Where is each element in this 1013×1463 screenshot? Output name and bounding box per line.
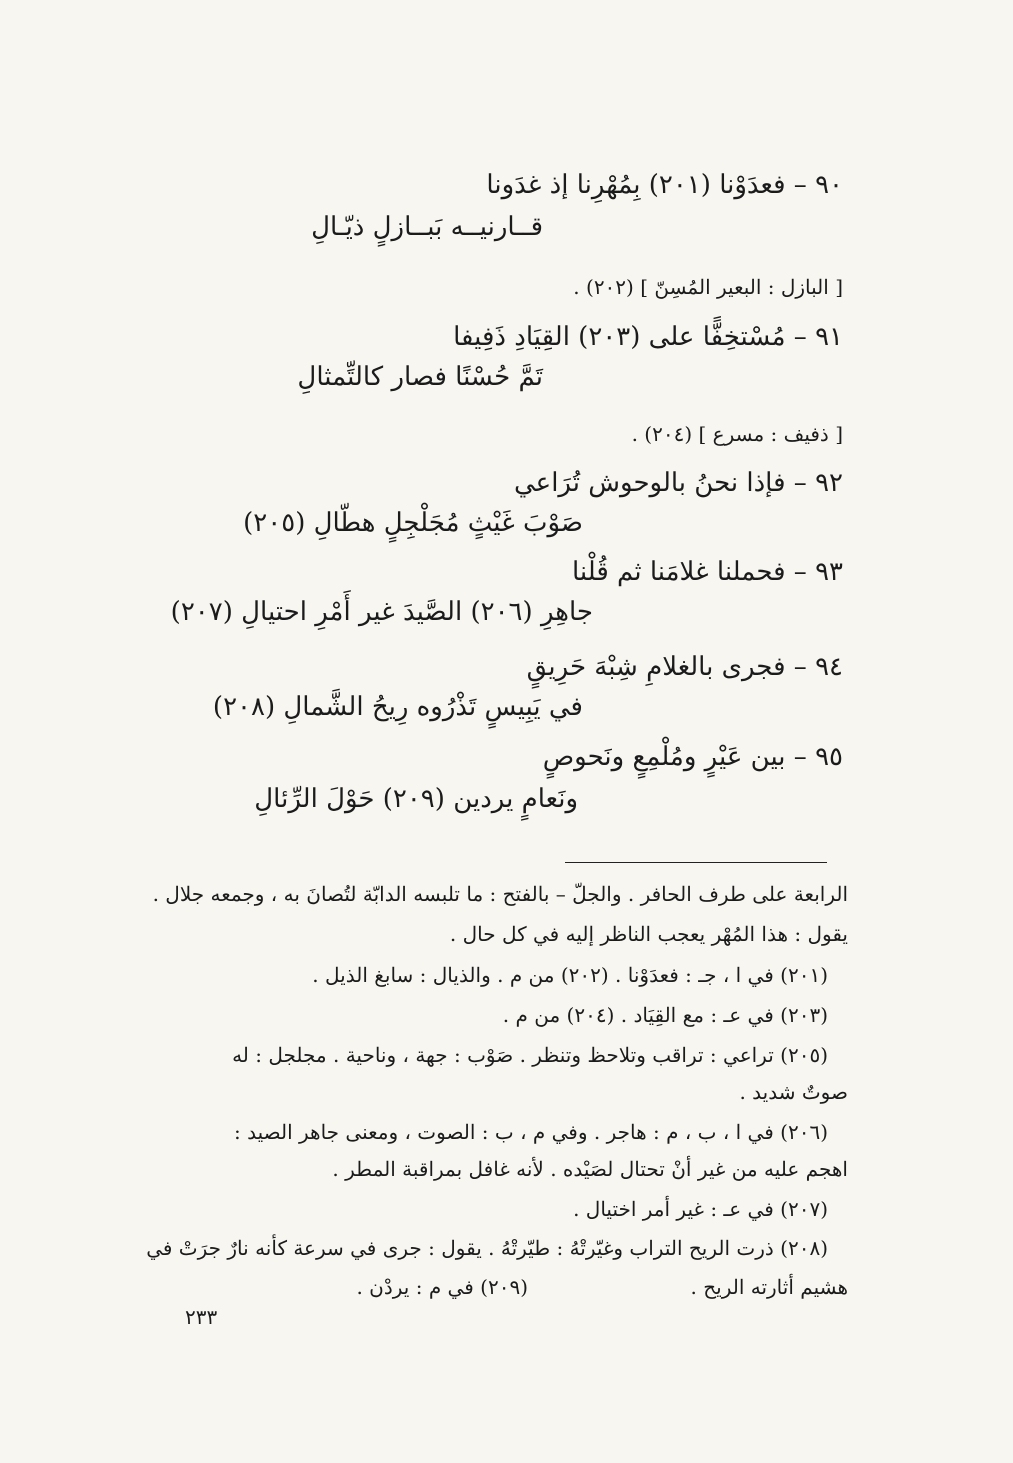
footnote-line: (٢٠١) في ا ، جـ : فعدَوْنا . (٢٠٢) من م . والذيال : سابغ الذيل . [312,963,828,987]
verse-94-line-1 [527,652,843,682]
verse-95-line-2: ونَعامٍ يردين (٢٠٩) حَوْلَ الرِّئالِ [254,784,578,814]
verse-90-line-2: قــارنيــه بَبــازلٍ ذيّـالِ [311,212,543,242]
footnote-line: (٢٠٩) في م : يردْن . [356,1275,528,1299]
verse-number: ٩١ – [793,322,843,352]
footnote-line: اهجم عليه من غير أنْ تحتال لصَيْده . لأنه غافل بمراقبة المطر . [332,1157,848,1181]
verse-92-line-2: صَوْبَ غَيْثٍ مُجَلْجِلٍ هطّالِ (٢٠٥) [243,508,583,538]
verse-91-line-2: تَمَّ حُسْنًا فصار كالتِّمثالِ [297,362,543,392]
verse-93-line-2: جاهِرِ (٢٠٦) الصَّيدَ غير أَمْرِ احتيالِ (٢٠٧) [170,597,593,627]
verse-hemistich: فإذا نحنُ بالوحوش تُرَاعي [514,468,786,498]
verse-hemistich: فعدَوْنا (٢٠١) بِمُهْرِنا إذ غدَونا [486,170,786,200]
verse-90-line-1 [486,170,843,200]
verse-number: ٩٥ – [793,742,843,772]
footnote-line: صوتٌ شديد . [739,1080,848,1104]
footnote-line: (٢٠٥) تراعي : تراقب وتلاحظ وتنظر . صَوْب : جهة ، وناحية . مجلجل : له [232,1043,828,1067]
verse-number: ٩٠ – [793,170,843,200]
verse-hemistich: مُسْتخِفًّا على (٢٠٣) القِيَادِ ذَفِيفا [453,322,786,352]
gloss: [ البازل : البعير المُسِنّ ] (٢٠٢) . [573,275,843,299]
footnote-line: (٢٠٧) في عـ : غير أمر اختيال . [573,1197,828,1221]
verse-95-line-1 [543,742,843,772]
footnote-divider [565,862,827,863]
verse-number: ٩٣ – [793,557,843,587]
footnote-line: (٢٠٨) ذرت الريح التراب وغيّرتْهُ : طيّرتْهُ . يقول : جرى في سرعة كأنه نارٌ جرَتْ في [146,1236,828,1260]
footnote-line: الرابعة على طرف الحافر . والجلّ – بالفتح : ما تلبسه الدابّة لتُصانَ به ، وجمعه جلال . [152,882,848,906]
verse-number: ٩٢ – [793,468,843,498]
verse-hemistich: بين عَيْرٍ ومُلْمِعٍ ونَحوصٍ [542,742,786,772]
verse-91-line-1 [453,322,843,352]
verse-93-line-1 [572,557,843,587]
verse-number: ٩٤ – [793,652,843,682]
footnote-line: يقول : هذا المُهْر يعجب الناظر إليه في كل حال . [449,922,848,946]
footnote-line: (٢٠٦) في ا ، ب ، م : هاجر . وفي م ، ب : الصوت ، ومعنى جاهر الصيد : [234,1120,828,1144]
gloss: [ ذفيف : مسرع ] (٢٠٤) . [631,422,843,446]
verse-94-line-2: في يَبِيسٍ تَذْرُوه رِيحُ الشَّمالِ (٢٠٨) [212,692,583,722]
verse-92-line-1 [514,468,843,498]
footnote-line: هشيم أثارته الريح . [690,1275,848,1299]
verse-hemistich: فجرى بالغلامِ شِبْهَ حَرِيقٍ [526,652,786,682]
verse-hemistich: فحملنا غلامَنا ثم قُلْنا [571,557,786,587]
footnote-line: (٢٠٣) في عـ : مع القِيَاد . (٢٠٤) من م . [502,1003,828,1027]
page-number: ٢٣٣ [185,1305,218,1329]
